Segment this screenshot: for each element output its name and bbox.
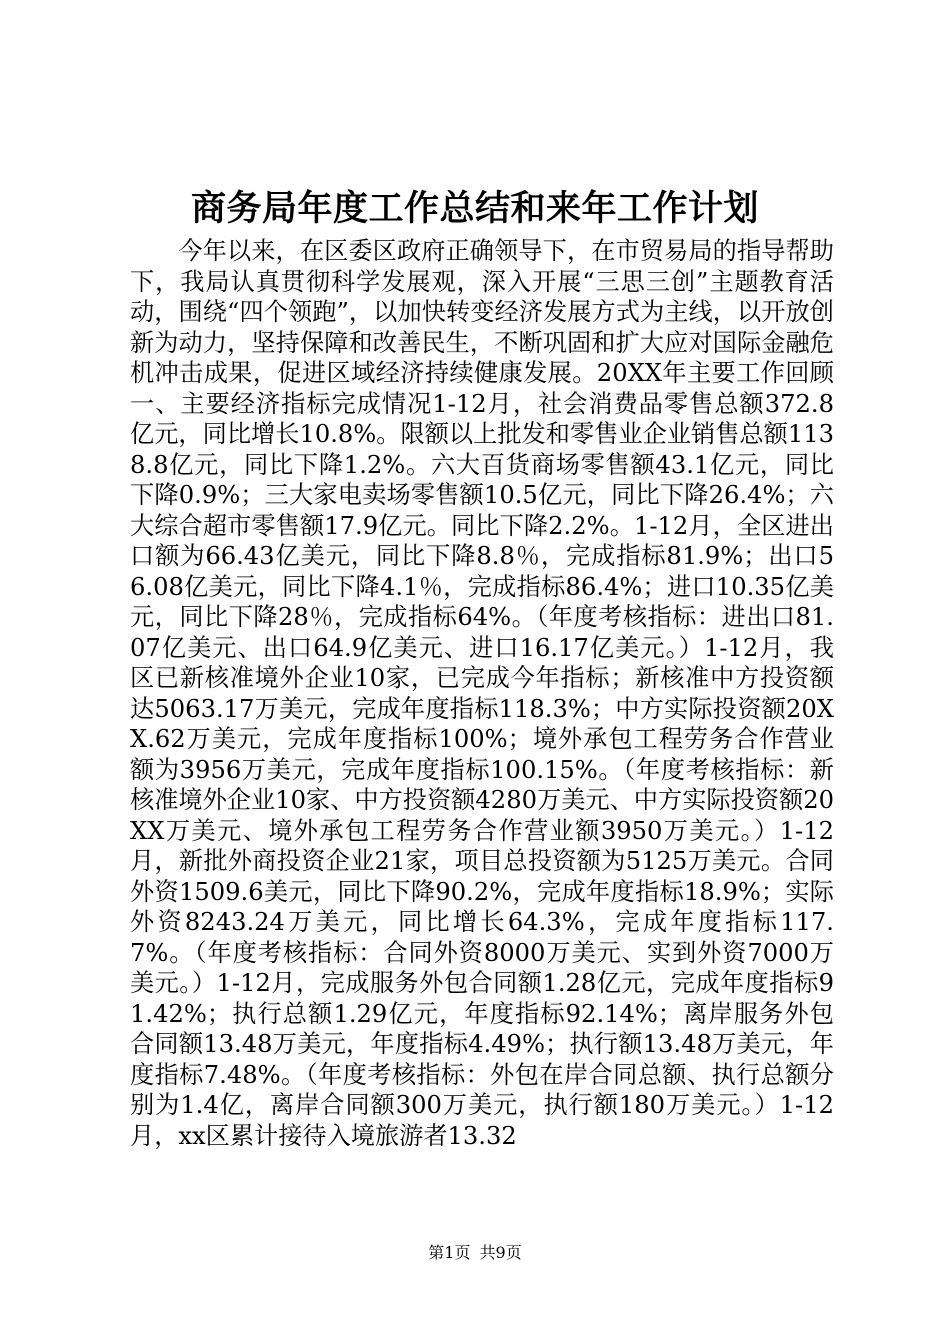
- page-number: 第1页: [428, 1243, 471, 1262]
- document-title: 商务局年度工作总结和来年工作计划: [190, 188, 759, 229]
- page-total: 共9页: [479, 1243, 522, 1262]
- document-body-paragraph: 今年以来，在区委区政府正确领导下，在市贸易局的指导帮助下，我局认真贯彻科学发展观，深入开展“三思三创”主题教育活动，围绕“四个领跑”，以加快转变经济发展方式为主线，以开放创新为动力，坚持保障和改善民生，不断巩固和扩大应对国际金融危机冲击成果，促进区域经济持续健康发展。20XX年主要工作回顾一、主要经济指标完成情况1-12月，社会消费品零售总额372.8亿元，同比增长10.8%。限额以上批发和零售业企业销售总额1138.8亿元，同比下降1.2%。六大百货商场零售额43.1亿元，同比下降0.9%；三大家电卖场零售额10.5亿元，同比下降26.4%；六大综合超市零售额17.9亿元。同比下降2.2%。1-12月，全区进出口额为66.43亿美元，同比下降8.8％，完成指标81.9%；出口56.08亿美元，同比下降4.1％，完成指标86.4%；进口10.35亿美元，同比下降28％，完成指标64%。（年度考核指标：进出口81.07亿美元、出口64.9亿美元、进口16.17亿美元。）1-12月，我区已新核准境外企业10家，已完成今年指标；新核准中方投资额达5063.17万美元，完成年度指标118.3%；中方实际投资额20XX.62万美元，完成年度指标100%；境外承包工程劳务合作营业额为3956万美元，完成年度指标100.15%。（年度考核指标：新核准境外企业10家、中方投资额4280万美元、中方实际投资额20XX万美元、境外承包工程劳务合作营业额3950万美元。）1-12月，新批外商投资企业21家，项目总投资额为5125万美元。合同外资1509.6美元，同比下降90.2%，完成年度指标18.9%；实际外资8243.24万美元，同比增长64.3%，完成年度指标117.7%。（年度考核指标：合同外资8000万美元、实到外资7000万美元。）1-12月，完成服务外包合同额1.28亿元，完成年度指标91.42%；执行总额1.29亿元，年度指标92.14%；离岸服务外包合同额13.48万美元，年度指标4.49%；执行额13.48万美元，年度指标7.48%。（年度考核指标：外包在岸合同总额、执行总额分别为1.4亿，离岸合同额300万美元，执行额180万美元。）1-12月，xx区累计接待入境旅游者13.32: [130, 237, 834, 1150]
- page-footer: [0, 1242, 950, 1264]
